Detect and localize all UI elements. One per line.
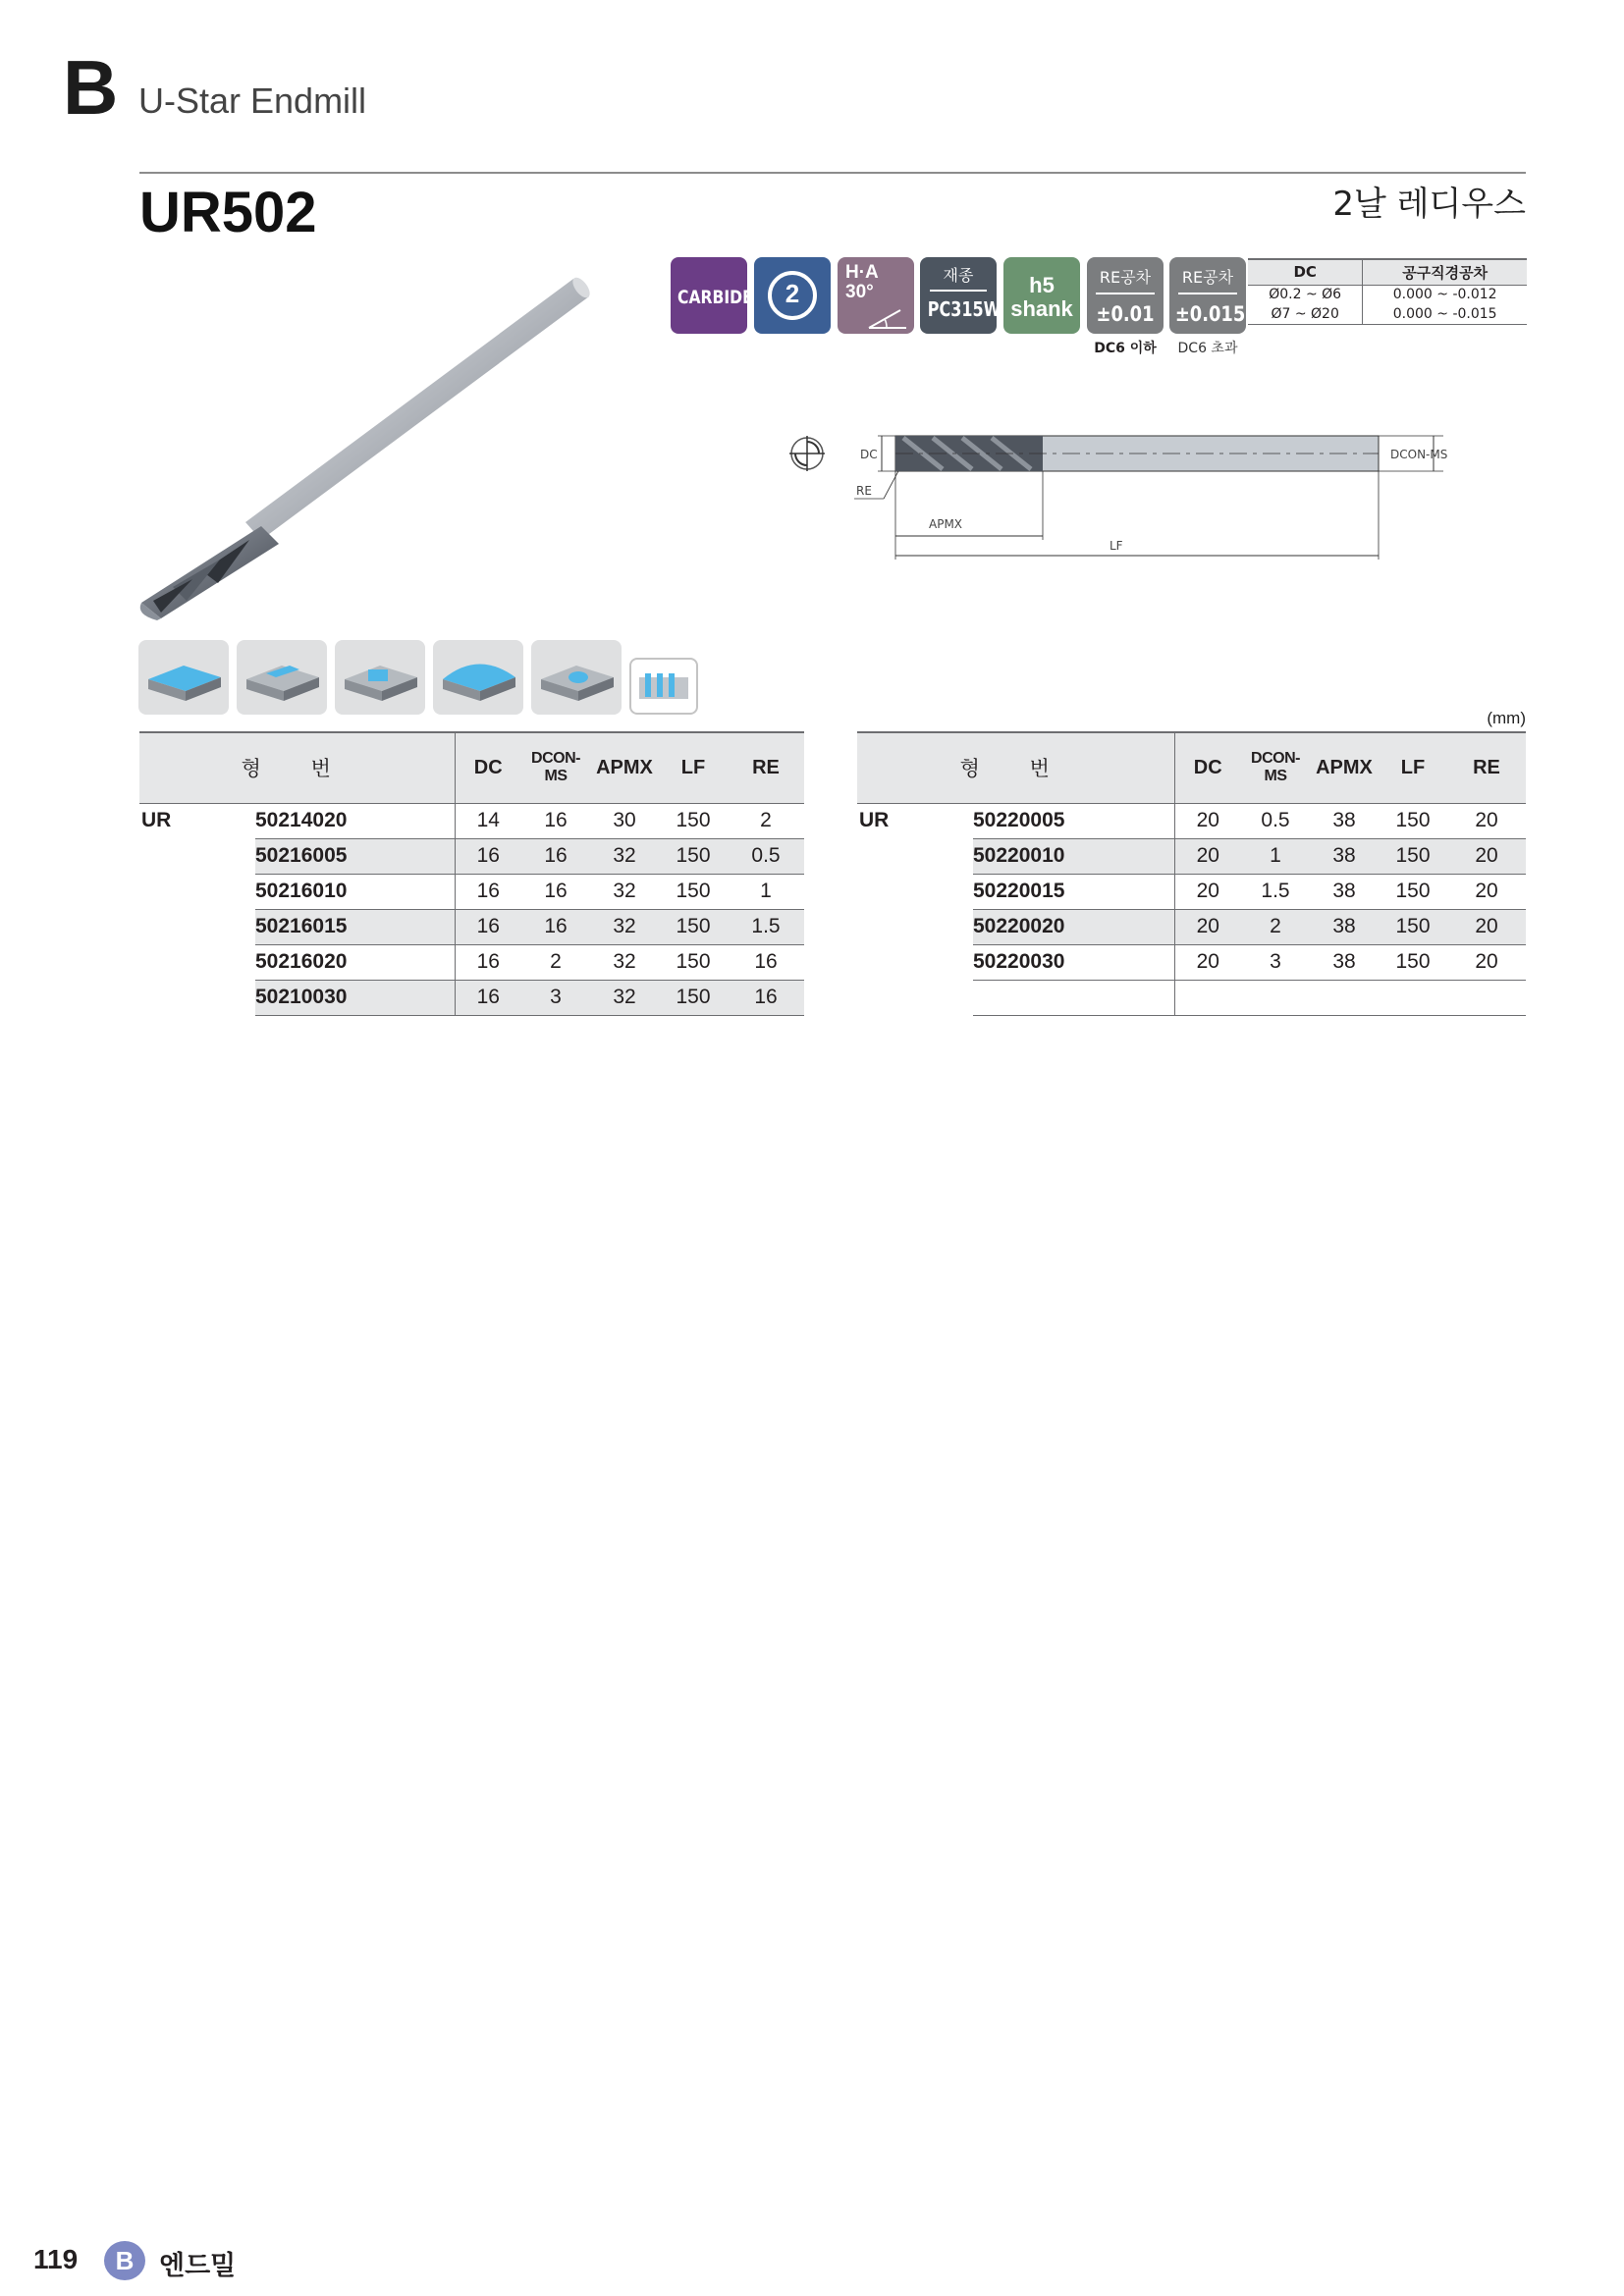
spec-table-right [857, 731, 1526, 1016]
re-value: 2 [728, 803, 804, 838]
lf-value: 150 [1379, 838, 1447, 874]
re-value: 1.5 [728, 909, 804, 944]
dcon-value: 2 [1241, 909, 1310, 944]
re-tolerance-label: RE공차 [1099, 268, 1152, 287]
tolerance-cell: 0.000 ~ -0.015 [1363, 304, 1527, 324]
dcon-value: 1.5 [1241, 874, 1310, 909]
header-lf: LF [659, 732, 728, 803]
dc-value [1174, 980, 1241, 1015]
part-number: 50220015 [973, 874, 1174, 909]
dc-value: 16 [455, 874, 521, 909]
dc-value: 16 [455, 909, 521, 944]
re-tolerance-badge-large [1169, 257, 1246, 334]
header-lf: LF [1379, 732, 1447, 803]
lf-value: 150 [659, 909, 728, 944]
tolerance-header-dc: DC [1248, 259, 1363, 285]
dc-label: DC [860, 448, 878, 461]
dc-value: 16 [455, 838, 521, 874]
re-value: 20 [1447, 803, 1526, 838]
section-label: 엔드밀 [159, 2251, 237, 2281]
lf-value: 150 [659, 803, 728, 838]
header-dc: DC [455, 732, 521, 803]
part-number: 50210030 [255, 980, 455, 1015]
dcon-value: 16 [521, 909, 590, 944]
lf-value: 150 [1379, 944, 1447, 980]
re-value: 20 [1447, 874, 1526, 909]
apmx-value: 32 [590, 944, 659, 980]
header-apmx: APMX [1310, 732, 1379, 803]
apmx-value: 30 [590, 803, 659, 838]
section-title: U-Star Endmill [138, 80, 367, 121]
part-number: 50216020 [255, 944, 455, 980]
part-number: 50216010 [255, 874, 455, 909]
dc-value: 20 [1174, 838, 1241, 874]
dcon-value: 16 [521, 874, 590, 909]
lf-value: 150 [659, 838, 728, 874]
header-dcon-ms: DCON-MS [1241, 732, 1310, 803]
dcon-value: 2 [521, 944, 590, 980]
re-tolerance-badge-small [1087, 257, 1164, 334]
part-number: 50216005 [255, 838, 455, 874]
material-label: CARBIDE [677, 287, 753, 308]
apmx-value [1310, 980, 1379, 1015]
lf-value [1379, 980, 1447, 1015]
re-tolerance-value: ±0.015 [1174, 302, 1246, 326]
profiling-icon [433, 640, 523, 715]
apmx-label: APMX [929, 517, 963, 531]
apmx-value: 38 [1310, 838, 1379, 874]
header-part-number: 형 번 [857, 732, 1174, 803]
re-value: 0.5 [728, 838, 804, 874]
part-number: 50214020 [255, 803, 455, 838]
apmx-value: 38 [1310, 803, 1379, 838]
apmx-value: 32 [590, 909, 659, 944]
dcon-value [1241, 980, 1310, 1015]
part-number: 50220030 [973, 944, 1174, 980]
flute-count-badge [754, 257, 831, 334]
dcon-value: 3 [521, 980, 590, 1015]
re-value: 20 [1447, 909, 1526, 944]
carbide-badge [671, 257, 753, 334]
diameter-tolerance-table [1248, 258, 1527, 325]
apmx-value: 32 [590, 838, 659, 874]
shank-tolerance-class: h5 [1029, 273, 1055, 297]
angle-icon [867, 306, 908, 330]
coating-value: PC315W [927, 297, 1001, 321]
header-re: RE [1447, 732, 1526, 803]
re-tolerance-label: RE공차 [1181, 268, 1234, 287]
helix-label: H·A [845, 262, 879, 283]
lf-value: 150 [1379, 874, 1447, 909]
spec-table-left [139, 731, 804, 1016]
re-tolerance-value: ±0.01 [1096, 302, 1155, 326]
re-value: 1 [728, 874, 804, 909]
coating-label: 재종 [943, 266, 974, 285]
dc-value: 20 [1174, 803, 1241, 838]
lf-value: 150 [1379, 803, 1447, 838]
tolerance-cell: 0.000 ~ -0.012 [1392, 287, 1497, 303]
re-tolerance-note: DC6 이하 [1094, 341, 1157, 356]
part-number: 50220010 [973, 838, 1174, 874]
section-badge: B [104, 2241, 145, 2280]
endmill-photo [134, 273, 605, 626]
helix-angle: 30° [845, 282, 874, 302]
header-part-number: 형 번 [139, 732, 455, 803]
dc-value: 20 [1174, 874, 1241, 909]
helix-angle-badge [838, 257, 914, 334]
dcon-value: 1 [1241, 838, 1310, 874]
unit-label: (mm) [1487, 709, 1526, 727]
apmx-value: 38 [1310, 944, 1379, 980]
part-number: 50216015 [255, 909, 455, 944]
page-number: 119 [33, 2244, 79, 2274]
dcon-value: 3 [1241, 944, 1310, 980]
pocketing-icon [335, 640, 425, 715]
header-divider [139, 172, 1526, 174]
lf-value: 150 [659, 874, 728, 909]
re-value [1447, 980, 1526, 1015]
part-number [973, 980, 1174, 1015]
model-subtitle: 2날 레디우스 [1332, 185, 1526, 224]
re-tolerance-note: DC6 초과 [1177, 341, 1238, 356]
dcon-value: 16 [521, 838, 590, 874]
apmx-value: 38 [1310, 874, 1379, 909]
dc-value: 16 [455, 944, 521, 980]
lf-value: 150 [1379, 909, 1447, 944]
re-value: 16 [728, 944, 804, 980]
shank-label: shank [1010, 296, 1073, 321]
shank-tolerance-badge [1003, 257, 1080, 334]
header-dcon-ms: DCON-MS [521, 732, 590, 803]
apmx-value: 32 [590, 980, 659, 1015]
apmx-value: 38 [1310, 909, 1379, 944]
model-title: UR502 [139, 181, 317, 244]
header-re: RE [728, 732, 804, 803]
lf-value: 150 [659, 944, 728, 980]
apmx-value: 32 [590, 874, 659, 909]
dc-value: 16 [455, 980, 521, 1015]
lf-label: LF [1110, 539, 1123, 553]
slotting-icon [237, 640, 327, 715]
dc-value: 20 [1174, 909, 1241, 944]
rib-machining-icon [629, 658, 698, 715]
re-value: 16 [728, 980, 804, 1015]
part-number: 50220005 [973, 803, 1174, 838]
section-letter: B [63, 44, 119, 131]
dcon-value: 16 [521, 803, 590, 838]
header-apmx: APMX [590, 732, 659, 803]
re-value: 20 [1447, 838, 1526, 874]
re-value: 20 [1447, 944, 1526, 980]
part-number: 50220020 [973, 909, 1174, 944]
dc-value: 20 [1174, 944, 1241, 980]
ramping-icon [531, 640, 622, 715]
tolerance-cell: Ø0.2 ~ Ø6 [1248, 285, 1363, 304]
series-label: UR [859, 809, 890, 832]
dc-value: 14 [455, 803, 521, 838]
dcon-label: DCON-MS [1390, 448, 1448, 461]
dimension-drawing [785, 412, 1448, 569]
coating-badge [920, 257, 1001, 334]
series-label: UR [141, 809, 172, 832]
dcon-value: 0.5 [1241, 803, 1310, 838]
shoulder-milling-icon [138, 640, 229, 715]
flute-count: 2 [785, 279, 800, 308]
tolerance-header-tolerance: 공구직경공차 [1363, 259, 1527, 285]
tolerance-cell: Ø7 ~ Ø20 [1248, 304, 1363, 324]
re-label: RE [856, 484, 872, 498]
lf-value: 150 [659, 980, 728, 1015]
header-dc: DC [1174, 732, 1241, 803]
